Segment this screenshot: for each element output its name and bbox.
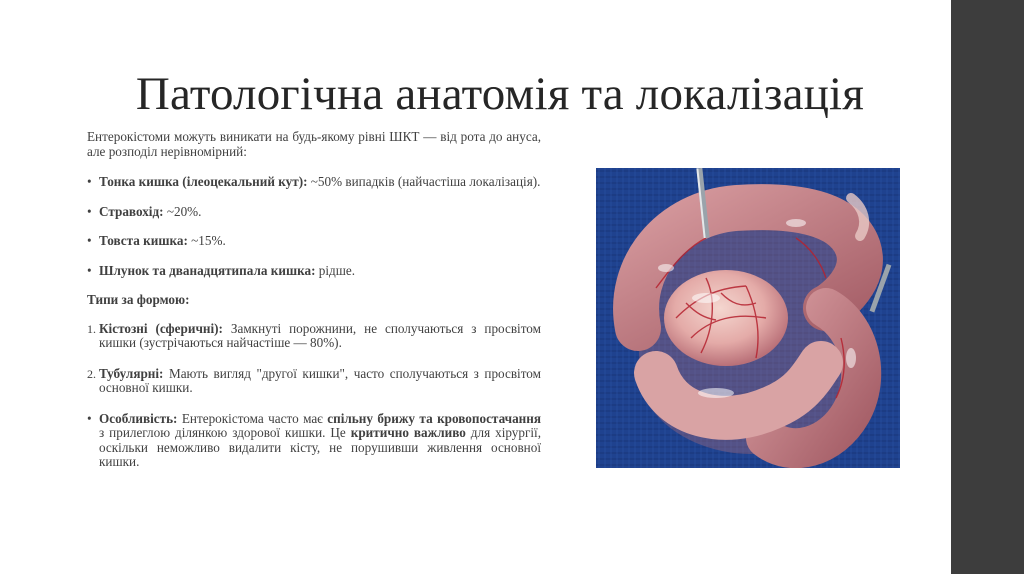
feature-list: [87, 412, 541, 470]
location-item: [87, 175, 541, 190]
bullet-marker: •: [87, 410, 92, 426]
location-item: [87, 205, 541, 220]
slide-title: Патологічна анатомія та локалізація: [135, 68, 865, 120]
location-label: Стравохід:: [99, 203, 164, 219]
intro-text: Ентерокістоми можуть виникати на будь-якому рівні ШКТ — від рота до ануса, але розподіл нерівномірний:: [87, 129, 541, 159]
enterocystoma-photo: [596, 168, 900, 468]
location-item: [87, 264, 541, 279]
type-description: Замкнуті порожнини, не сполучаються з просвітом кишки (зустрічаються найчастіше — 80%).: [99, 320, 541, 350]
bullet-marker: •: [87, 174, 92, 189]
number-marker: 2.: [87, 366, 96, 381]
feature-label: Особливість:: [99, 410, 178, 426]
feature-emphasis: спільну брижу та кровопостачання: [327, 410, 541, 426]
type-description: Мають вигляд "другої кишки", часто сполучаються з просвітом основної кишки.: [99, 365, 541, 395]
type-item: [87, 322, 541, 351]
feature-emphasis: критично важливо: [350, 425, 466, 440]
feature-text: Ентерокістома часто має: [177, 410, 328, 426]
location-value: ~15%.: [187, 233, 226, 248]
feature-item: [87, 412, 541, 470]
slide-sidebar: [951, 0, 1024, 574]
feature-text: з прилеглою ділянкою здорової кишки. Це: [99, 425, 351, 440]
types-heading: Типи за формою:: [87, 292, 190, 307]
type-label: Тубулярні:: [99, 365, 164, 381]
bullet-marker: •: [87, 233, 92, 248]
location-value: ~20%.: [163, 203, 202, 219]
feature-text: для хірургії, оскільки неможливо видалити кісту, не порушивши живлення основної кишки.: [99, 425, 541, 469]
types-list: [87, 322, 541, 396]
location-label: Тонка кишка (ілеоцекальний кут):: [99, 174, 308, 189]
number-marker: 1.: [87, 321, 96, 336]
bullet-marker: •: [87, 262, 92, 278]
location-value: ~50% випадків (найчастіша локалізація).: [307, 174, 541, 189]
slide-content: [87, 130, 541, 485]
intestine-illustration: [596, 168, 900, 468]
location-label: Товста кишка:: [99, 233, 188, 248]
type-label: Кістозні (сферичні):: [99, 320, 223, 336]
location-value: рідше.: [315, 262, 356, 278]
bullet-marker: •: [87, 203, 92, 219]
location-item: [87, 234, 541, 249]
location-label: Шлунок та дванадцятипала кишка:: [99, 262, 316, 278]
type-item: [87, 367, 541, 396]
location-list: [87, 175, 541, 278]
